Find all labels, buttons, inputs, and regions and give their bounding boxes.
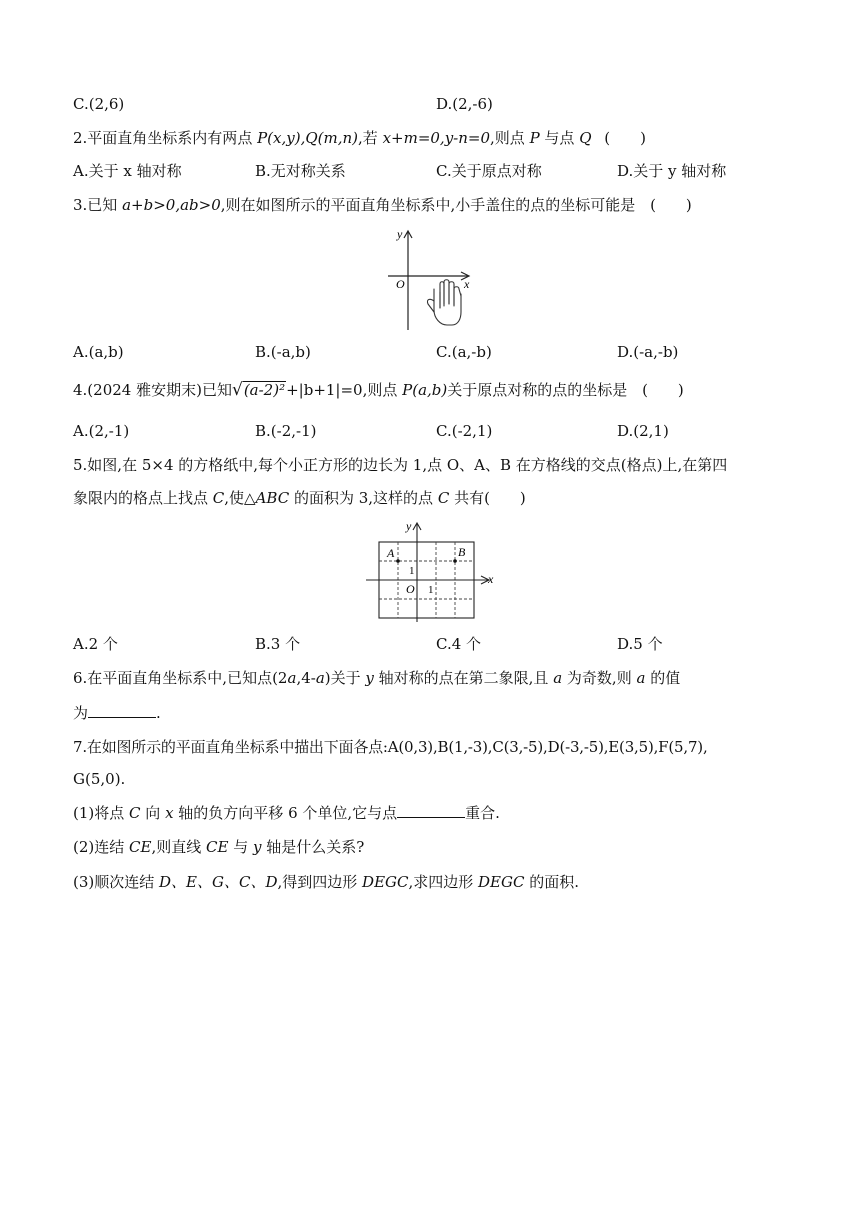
q3-option-a: A.(a,b) (73, 343, 124, 361)
answer-blank[interactable] (88, 703, 156, 718)
q2-option-d: D.关于 y 轴对称 (617, 162, 727, 180)
q5-stem-line1: 5.如图,在 5×4 的方格纸中,每个小正方形的边长为 1,点 O、A、B 在方格线的交点(格点)上,在第四 (73, 456, 728, 474)
q2-option-b: B.无对称关系 (255, 162, 346, 180)
answer-paren: ( ) (642, 381, 684, 399)
sqrt-content: (a-2)² (243, 381, 286, 399)
q4-option-c: C.(-2,1) (436, 422, 493, 440)
q6-stem-line1: 6.在平面直角坐标系中,已知点(2a,4-a)关于 y 轴对称的点在第二象限,且 a 为奇数,则 a 的值 (73, 669, 681, 687)
x-label: x (464, 277, 470, 291)
x-label: x (488, 572, 494, 586)
tick-label-y-1: 1 (409, 565, 415, 577)
q4-option-b: B.(-2,-1) (255, 422, 317, 440)
q4-stem: 4.(2024 雅安期末)已知√(a-2)²+|b+1|=0,则点 P(a,b)关于原点对称的点的坐标是 ( ) (73, 380, 684, 400)
q7-stem-line2: G(5,0). (73, 770, 126, 788)
label-a: A (387, 546, 395, 560)
answer-paren: ( ) (604, 129, 647, 147)
origin-label: O (396, 277, 405, 291)
answer-paren: ( ) (650, 196, 692, 214)
q2-option-a: A.关于 x 轴对称 (73, 162, 182, 180)
q5-option-c: C.4 个 (436, 635, 482, 653)
q5-figure (362, 518, 500, 624)
q2-option-c: C.关于原点对称 (436, 162, 542, 180)
q7-part1: (1)将点 C 向 x 轴的负方向平移 6 个单位,它与点 重合. (73, 804, 500, 822)
origin-label: O (406, 582, 415, 596)
point-a (396, 559, 400, 563)
q5-option-a: A.2 个 (73, 635, 118, 653)
point-b (453, 559, 457, 563)
q3-option-c: C.(a,-b) (436, 343, 492, 361)
hand-icon (427, 280, 461, 325)
q3-stem: 3.已知 a+b>0,ab>0,则在如图所示的平面直角坐标系中,小手盖住的点的坐标可能是 ( ) (73, 196, 692, 214)
q7-part3: (3)顺次连结 D、E、G、C、D,得到四边形 DEGC,求四边形 DEGC 的面积. (73, 873, 580, 891)
q1-option-d: D.(2,-6) (436, 95, 493, 113)
q7-part2: (2)连结 CE,则直线 CE 与 y 轴是什么关系? (73, 838, 365, 856)
radical-sign: √ (231, 380, 243, 400)
q2-stem: 2.平面直角坐标系内有两点 P(x,y),Q(m,n),若 x+m=0,y-n=0,则点 P 与点 Q ( ) (73, 129, 647, 147)
q3-option-d: D.(-a,-b) (617, 343, 679, 361)
q3-option-b: B.(-a,b) (255, 343, 311, 361)
answer-blank[interactable] (397, 803, 465, 818)
q5-option-b: B.3 个 (255, 635, 301, 653)
q1-option-c: C.(2,6) (73, 95, 125, 113)
q5-stem-line2: 象限内的格点上找点 C,使△ABC 的面积为 3,这样的点 C 共有( ) (73, 489, 526, 507)
q3-figure (384, 226, 480, 332)
y-label: y (406, 519, 412, 533)
tick-label-x-1: 1 (428, 584, 434, 596)
y-label: y (397, 227, 403, 241)
label-b: B (458, 545, 466, 559)
q5-option-d: D.5 个 (617, 635, 663, 653)
q7-stem-line1: 7.在如图所示的平面直角坐标系中描出下面各点:A(0,3),B(1,-3),C(3,-5),D(-3,-5),E(3,5),F(5,7), (73, 738, 708, 756)
q4-option-a: A.(2,-1) (73, 422, 130, 440)
q6-stem-line2: 为 . (73, 704, 161, 722)
q4-option-d: D.(2,1) (617, 422, 669, 440)
